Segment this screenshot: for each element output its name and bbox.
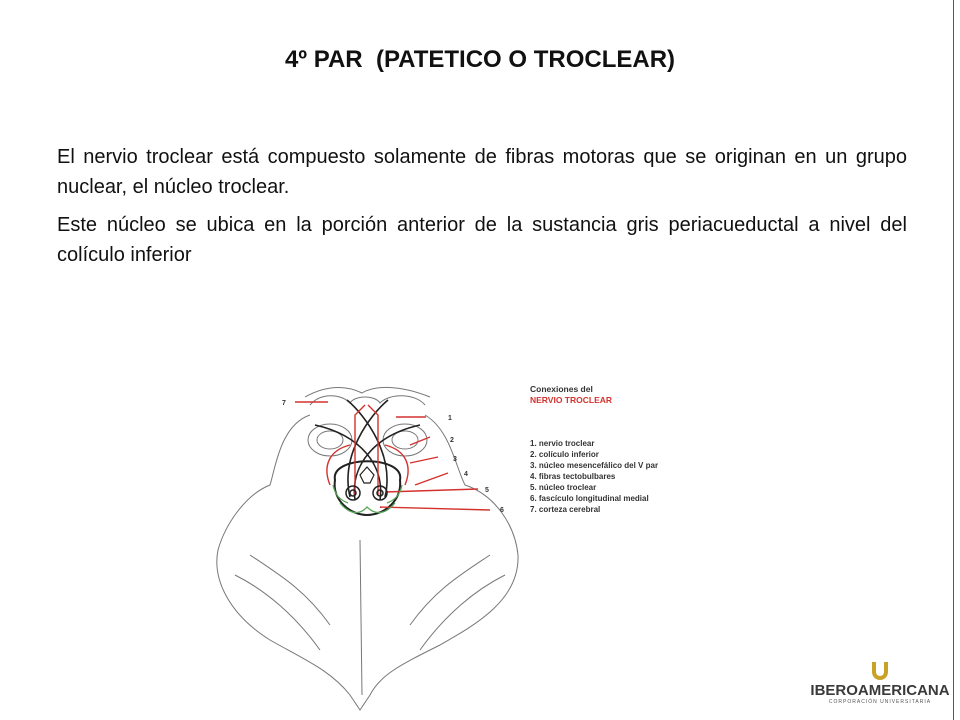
legend-item: 7. corteza cerebral	[530, 505, 601, 514]
marker-5: 5	[485, 487, 489, 494]
slide-title: 4º PAR (PATETICO O TROCLEAR)	[284, 46, 676, 73]
legend-item: 4. fibras tectobulbares	[530, 472, 616, 481]
legend-item: 2. colículo inferior	[530, 450, 599, 459]
logo-emblem-icon	[868, 660, 892, 682]
diagram-legend	[530, 384, 730, 515]
iberoamericana-logo	[805, 660, 955, 715]
legend-title: Conexiones del	[530, 384, 593, 394]
legend-item: 1. nervio troclear	[530, 439, 595, 448]
legend-item: 5. núcleo troclear	[530, 483, 597, 492]
paragraph-2: Este núcleo se ubica en la porción anterior de la sustancia gris periacueductal a nivel del colículo inferior	[57, 214, 907, 266]
marker-2: 2	[450, 437, 454, 444]
midbrain-diagram	[210, 375, 540, 715]
marker-6: 6	[500, 507, 504, 514]
legend-item: 3. núcleo mesencefálico del V par	[530, 461, 659, 470]
paragraph-1: El nervio troclear está compuesto solamente de fibras motoras que se originan en un grupo nuclear, el núcleo troclear.	[57, 146, 907, 198]
marker-1: 1	[448, 415, 452, 422]
logo-tagline: CORPORACIÓN UNIVERSITARIA	[828, 699, 932, 705]
slide-border	[953, 0, 954, 720]
legend-list	[530, 438, 730, 515]
logo-brand: IBEROAMERICANA	[810, 682, 950, 699]
legend-item: 6. fascículo longitudinal medial	[530, 494, 649, 503]
marker-3: 3	[453, 456, 457, 463]
legend-subtitle: NERVIO TROCLEAR	[530, 395, 613, 405]
marker-4: 4	[464, 471, 468, 478]
marker-7: 7	[282, 400, 286, 407]
